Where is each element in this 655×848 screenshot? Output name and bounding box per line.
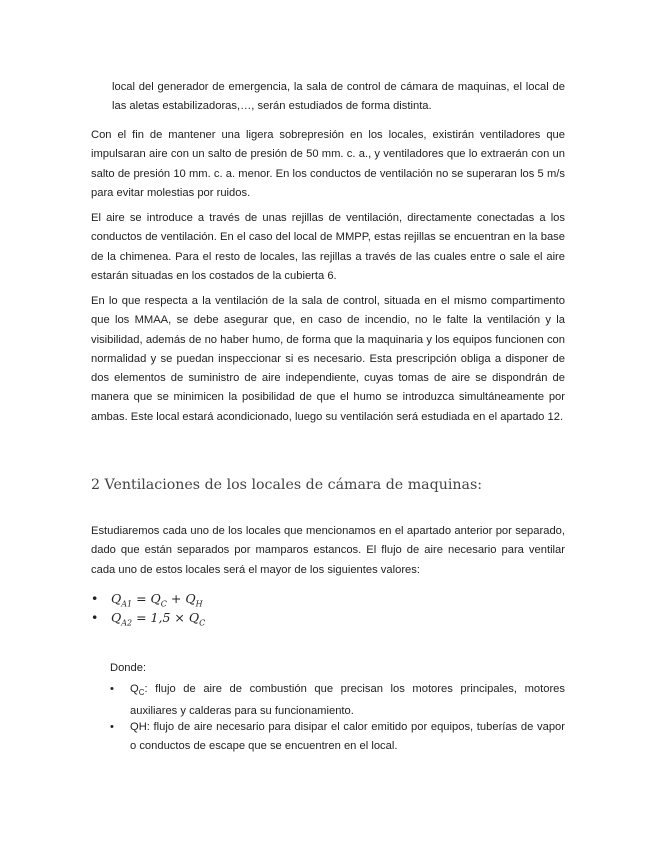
definition-qh	[110, 718, 565, 756]
eq-operator: = Q	[132, 591, 161, 606]
paragraph-continuation: local del generador de emergencia, la sala de control de cámara de maquinas, el local de las aletas estabilizadoras,…, serán estudiados de forma distinta.	[112, 81, 565, 113]
eq-symbol: Q	[111, 610, 122, 625]
eq-subscript: H	[195, 599, 203, 609]
bullet-icon: •	[110, 683, 114, 695]
qc-description: : flujo de aire de combustión que precisan los motores principales, motores auxiliares y calderas para su funcionamiento.	[130, 683, 565, 718]
section-heading: 2 Ventilaciones de los locales de cámara de maquinas:	[91, 477, 483, 493]
equation-qa1	[91, 591, 203, 609]
definition-qc	[110, 680, 565, 721]
equation-qa2	[91, 610, 205, 628]
eq-subscript: C	[199, 618, 206, 628]
qc-subscript: C	[138, 688, 145, 698]
bullet-icon: •	[110, 721, 114, 733]
donde-label: Donde:	[110, 662, 147, 674]
eq-subscript: C	[160, 599, 167, 609]
eq-subscript: A1	[121, 599, 133, 609]
bullet-icon: •	[91, 591, 99, 606]
qc-symbol: Q	[130, 683, 139, 695]
paragraph-overpressure: Con el fin de mantener una ligera sobrepresión en los locales, existirán ventiladores que impulsaran aire con un salto de presión de 50 mm. c. a., y ventiladores que lo extraerán con un salto de presión 10 mm. c. a. menor. En los conductos de ventilación no se superaran los 5 m/s para evitar molestias por ruidos.	[91, 129, 565, 199]
definition-qc-text	[130, 680, 565, 721]
definition-qh-text: QH: flujo de aire necesario para disipar el calor emitido por equipos, tuberías de vapor o conductos de escape que se encuentren en el local.	[130, 721, 565, 752]
eq-subscript: A2	[121, 618, 133, 628]
paragraph-study-intro: Estudiaremos cada uno de los locales que mencionamos en el apartado anterior por separado, dado que están separados por mamparos estancos. El flujo de aire necesario para ventilar cada uno de estos locales será el mayor de los siguientes valores:	[91, 525, 565, 576]
eq-operator: + Q	[166, 591, 196, 606]
eq-symbol: Q	[111, 591, 122, 606]
bullet-icon: •	[91, 610, 99, 625]
eq-operator: = 1,5 × Q	[132, 610, 200, 625]
paragraph-control-room: En lo que respecta a la ventilación de la sala de control, situada en el mismo compartimento que los MMAA, se debe asegurar que, en caso de incendio, no le falte la ventilación y la visibilidad, además de no haber humo, de forma que la maquinaria y los equipos funcionen con normalidad y se puedan inspeccionar si es necesario. Esta prescripción obliga a disponer de dos elementos de suministro de aire independiente, cuyas tomas de aire se dispondrán de manera que se minimicen la posibilidad de que el humo se introduzca simultáneamente por ambas. Este local estará acondicionado, luego su ventilación será estudiada en el apartado 12.	[91, 295, 565, 423]
paragraph-air-intake: El aire se introduce a través de unas rejillas de ventilación, directamente conectadas a los conductos de ventilación. En el caso del local de MMPP, estas rejillas se encuentran en la base de la chimenea. Para el resto de locales, las rejillas a través de las cuales entre o sale el aire estarán situadas en los costados de la cubierta 6.	[91, 212, 565, 282]
